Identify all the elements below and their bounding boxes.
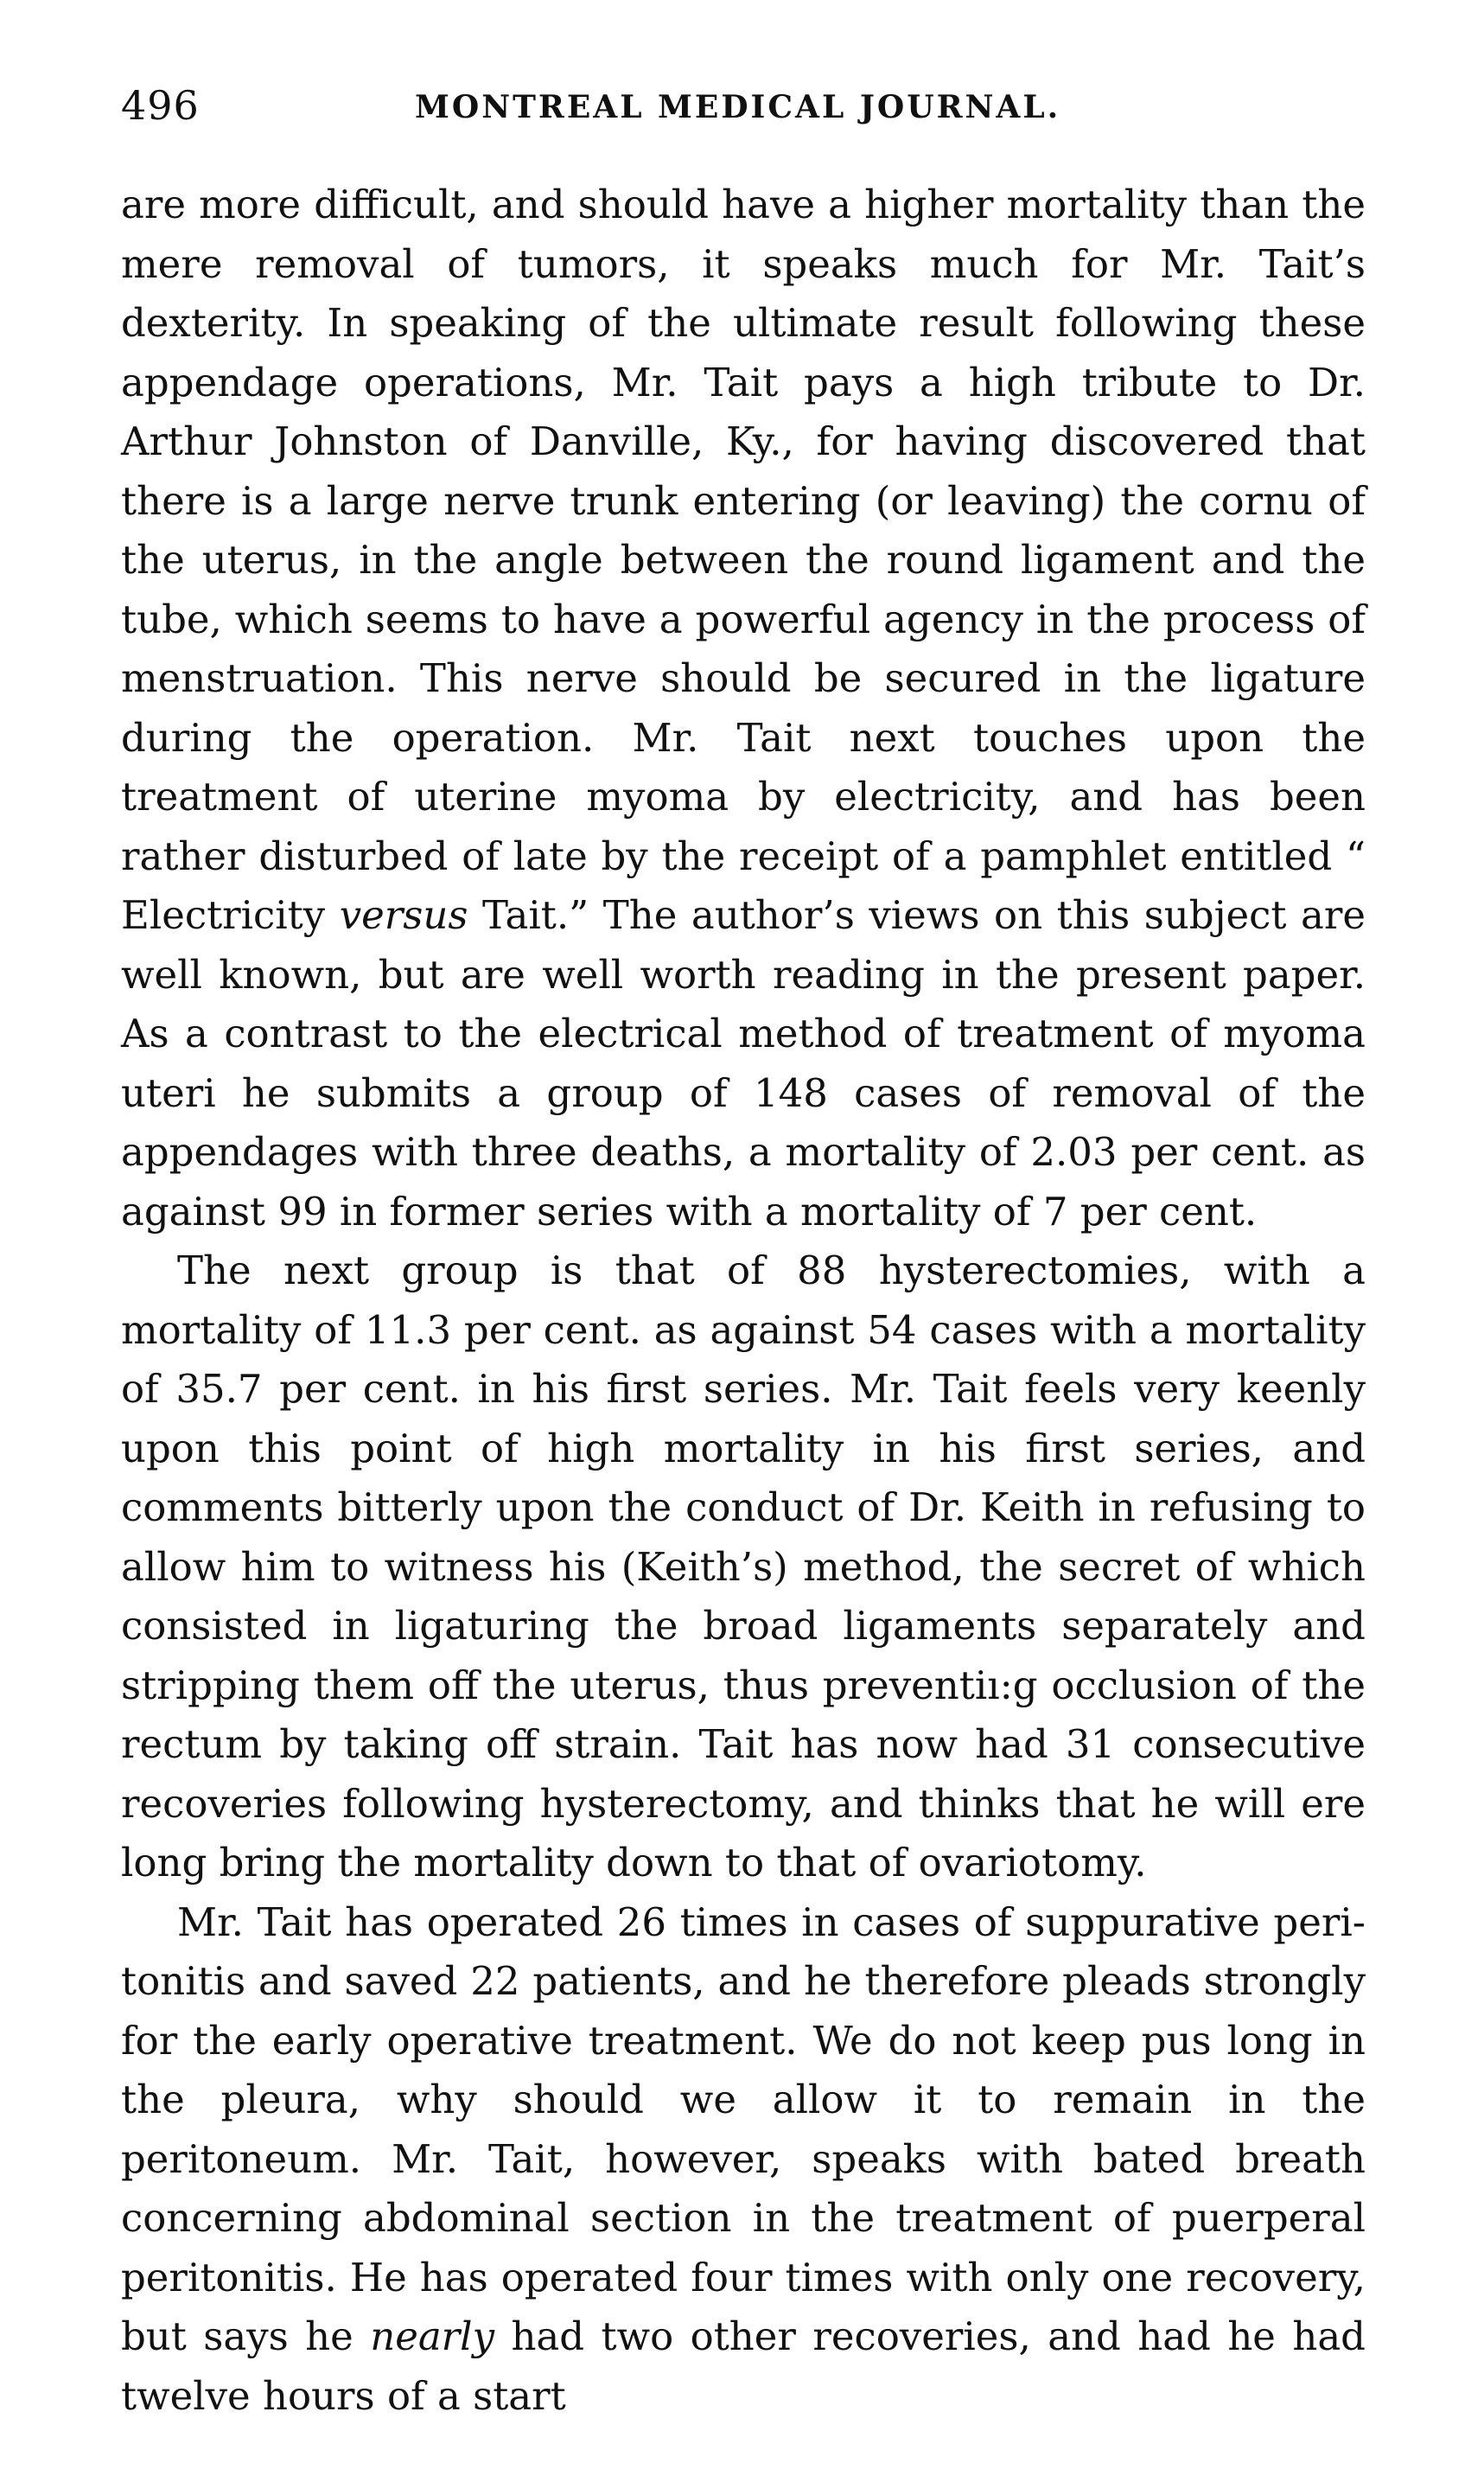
paragraph-1-text-a: are more difficult, and should have a higher mortality than the mere removal of tumors, it speaks much for Mr. Tait’s dexterity. In speaking of the ultimate result following these appendage operations, Mr. Tait pays a high tribute to Dr. Arthur Johnston of Danville, Ky., for having discovered that there is a large nerve trunk entering (or leaving) the cornu of the uterus, in the angle between the round ligament and the tube, which seems to have a powerful agency in the process of menstruation. This nerve should be secured in the ligature during the operation. Mr. Tait next touches upon the treatment of uterine myoma by electricity, and has been rather disturbed of late by the receipt of a pamphlet entitled “ Electricity <box>121 182 1366 938</box>
paragraph-3-text-a: Mr. Tait has operated 26 times in cases of suppurative peritonitis and saved 22 patients, and he therefore pleads strongly for the early operative treatment. We do not keep pus long in the pleura, why should we allow it to remain in the peritoneum. Mr. Tait, however, speaks with bated breath concerning abdominal section in the treatment of puerperal peritonitis. He has operated four times with only one recovery, but says he <box>121 1898 1366 2359</box>
paragraph-2 <box>121 1241 1366 1893</box>
paragraph-1-italic-versus: versus <box>339 892 468 938</box>
running-head <box>121 82 1366 134</box>
paragraph-3-text-b: had two other recoveries, and had he had twelve hours of a start <box>121 2313 1366 2419</box>
journal-title: MONTREAL MEDICAL JOURNAL. <box>415 89 1061 125</box>
document-page <box>121 82 1366 2426</box>
paragraph-1 <box>121 175 1366 1241</box>
paragraph-3 <box>121 1893 1366 2427</box>
page-number: 496 <box>121 82 200 129</box>
paragraph-3-italic-nearly: nearly <box>370 2313 495 2359</box>
paragraph-2-text: The next group is that of 88 hysterectomies, with a mortality of 11.3 per cent. as against 54 cases with a mortality of 35.7 per cent. in his first series. Mr. Tait feels very keenly upon this point of high mortality in his first series, and comments bitterly upon the conduct of Dr. Keith in refusing to allow him to witness his (Keith’s) method, the secret of which consisted in ligaturing the broad ligaments separately and stripping them off the uterus, thus preventiı:g occlusion of the rectum by taking off strain. Tait has now had 31 consecutive recoveries following hysterectomy, and thinks that he will ere long bring the mortality down to that of ovariotomy. <box>121 1247 1366 1885</box>
body-text <box>121 175 1366 2426</box>
paragraph-1-text-b: Tait.” The author’s views on this subject are well known, but are well worth reading in the present paper. As a contrast to the electrical method of treatment of myoma uteri he submits a group of 148 cases of removal of the appendages with three deaths, a mortality of 2.03 per cent. as against 99 in former series with a mortality of 7 per cent. <box>121 892 1366 1235</box>
